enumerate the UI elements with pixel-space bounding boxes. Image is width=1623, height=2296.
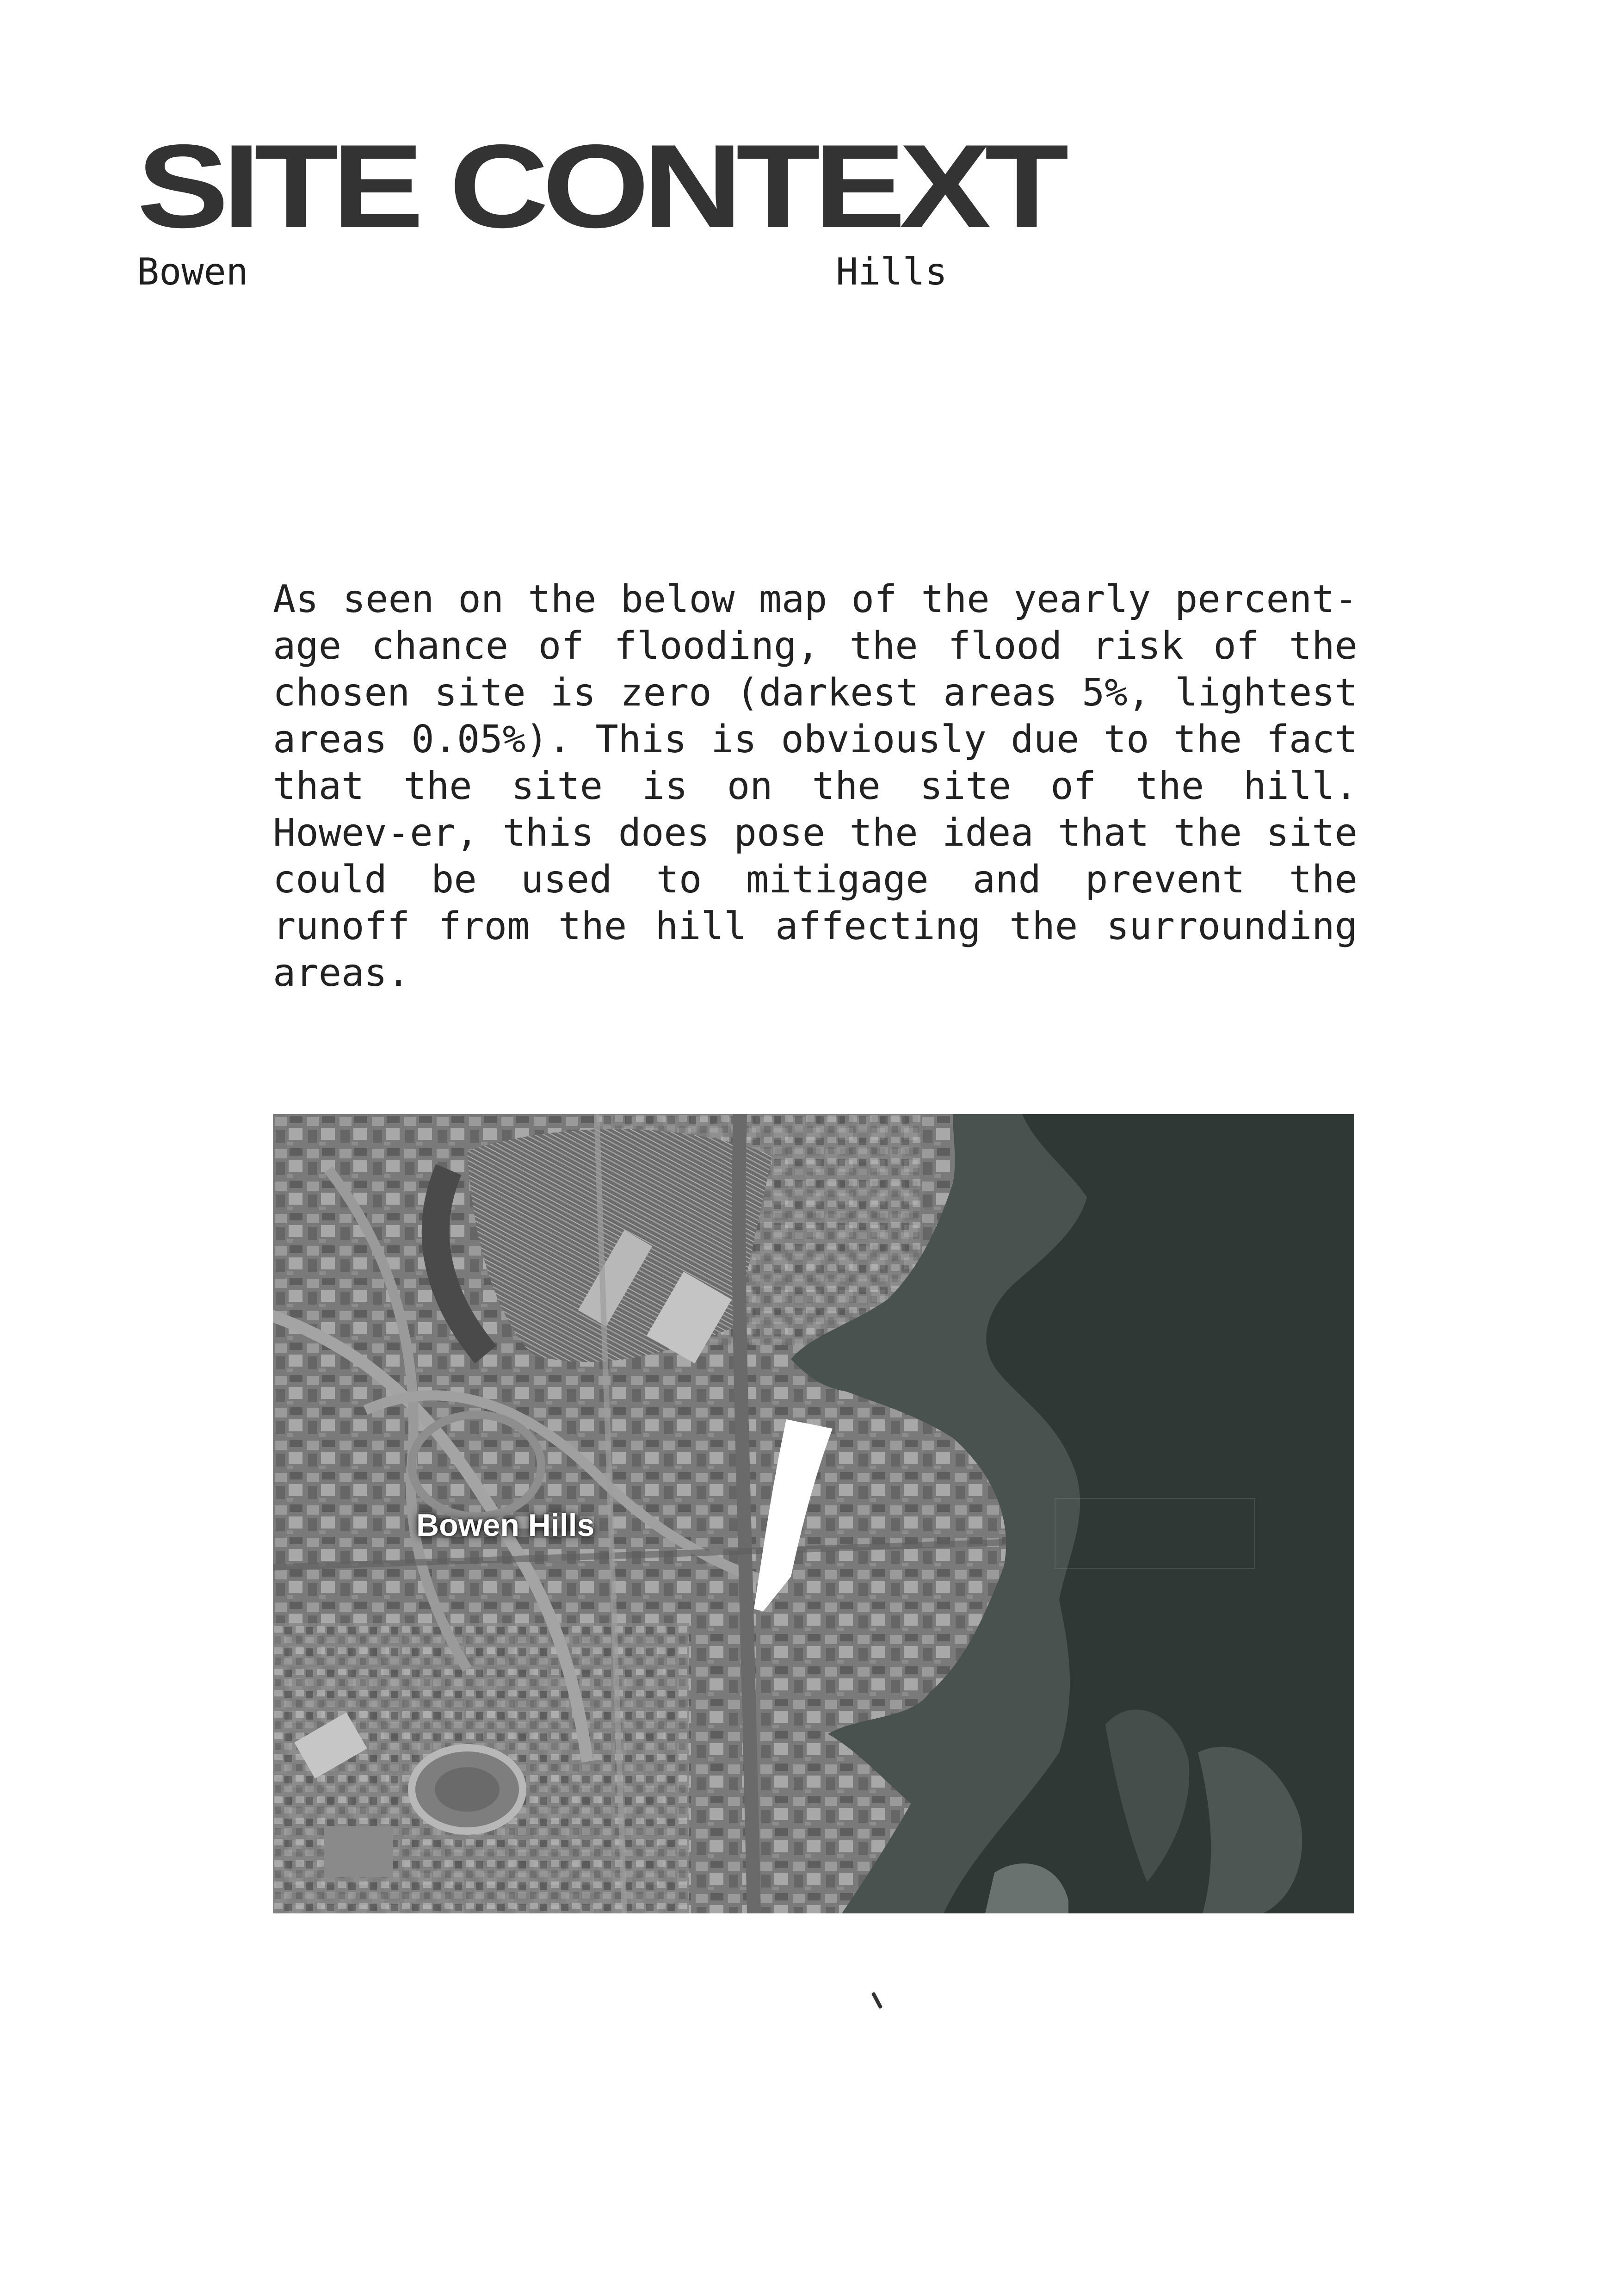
page-subtitle <box>137 250 947 293</box>
body-paragraph: As seen on the below map of the yearly percent-age chance of flooding, the flood risk of the chosen site is zero (darkest areas 5%, lightest areas 0.05%). This is obviously due to the fact that the site is on the site of the hill. Howev-er, this does pose the idea that the site could be used to mitigage and prevent the runoff from the hill affecting the surrounding areas. <box>273 577 1358 995</box>
subtitle-right: Hills <box>836 250 947 293</box>
page-title: SITE CONTEXT <box>137 120 1062 253</box>
map-label-bowen-hills: Bowen Hills <box>416 1508 595 1543</box>
subtitle-left: Bowen <box>137 250 248 293</box>
stray-mark <box>871 1992 883 2009</box>
map-label-faint <box>1055 1498 1255 1569</box>
flood-map <box>273 1114 1354 1913</box>
